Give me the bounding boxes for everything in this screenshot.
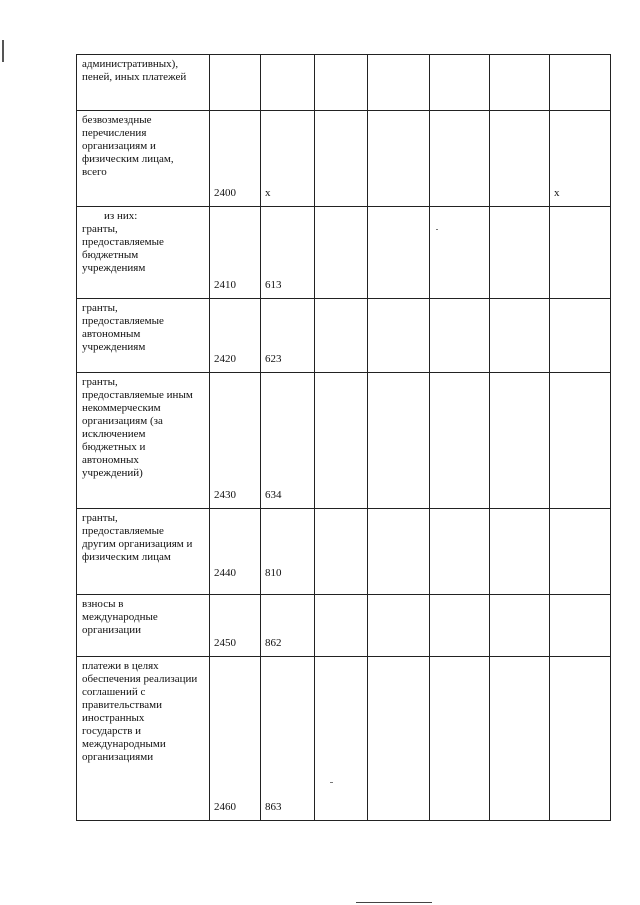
table-row	[77, 509, 611, 595]
row-kosgu: 862	[261, 595, 315, 657]
value-cell	[490, 657, 550, 821]
footer-rule	[356, 902, 432, 903]
row-label-cell	[77, 595, 210, 657]
table-row	[77, 657, 611, 821]
value-cell	[368, 207, 430, 299]
value-cell	[315, 509, 368, 595]
row-code: 2450	[210, 595, 261, 657]
value-cell	[490, 509, 550, 595]
row-kosgu	[261, 55, 315, 111]
row-kosgu: 613	[261, 207, 315, 299]
value-cell	[368, 299, 430, 373]
table-row	[77, 207, 611, 299]
table-body	[77, 55, 611, 821]
row-code: 2440	[210, 509, 261, 595]
row-label: взносы в международные организации	[82, 598, 158, 636]
row-code: 2420	[210, 299, 261, 373]
table-row	[77, 55, 611, 111]
value-cell	[430, 373, 490, 509]
value-cell	[315, 55, 368, 111]
row-label: гранты, предоставляемые бюджетным учреждениям	[82, 223, 164, 274]
row-label-cell	[77, 373, 210, 509]
row-last-value: х	[550, 111, 611, 207]
row-kosgu: 863	[261, 657, 315, 821]
row-kosgu: х	[261, 111, 315, 207]
value-cell	[490, 373, 550, 509]
value-cell	[490, 595, 550, 657]
value-cell	[430, 111, 490, 207]
row-kosgu: 810	[261, 509, 315, 595]
row-label: платежи в целях обеспечения реализации соглашений с правительствами иностранных государств и международными организациями	[82, 660, 198, 763]
row-label-cell	[77, 207, 210, 299]
row-last-value	[550, 207, 611, 299]
scan-speck	[436, 229, 438, 230]
value-cell	[430, 509, 490, 595]
page-edge-mark	[2, 40, 4, 62]
value-cell	[315, 595, 368, 657]
value-cell	[368, 509, 430, 595]
table-row	[77, 111, 611, 207]
value-cell	[315, 657, 368, 821]
row-label-cell	[77, 657, 210, 821]
row-label-cell	[77, 111, 210, 207]
row-label: гранты, предоставляемые другим организациям и физическим лицам	[82, 512, 193, 563]
value-cell	[430, 207, 490, 299]
value-cell	[315, 207, 368, 299]
row-label: гранты, предоставляемые иным некоммерческим организациям (за исключением бюджетных и автономных учреждений)	[82, 376, 193, 479]
value-cell	[315, 299, 368, 373]
row-last-value	[550, 55, 611, 111]
row-last-value	[550, 373, 611, 509]
row-code: 2430	[210, 373, 261, 509]
row-label-cell	[77, 509, 210, 595]
row-last-value	[550, 509, 611, 595]
value-cell	[368, 657, 430, 821]
row-code: 2460	[210, 657, 261, 821]
row-last-value	[550, 595, 611, 657]
scan-speck	[330, 782, 333, 783]
row-label: административных), пеней, иных платежей	[82, 58, 187, 83]
value-cell	[490, 111, 550, 207]
row-label-cell	[77, 55, 210, 111]
row-code: 2400	[210, 111, 261, 207]
table-row	[77, 299, 611, 373]
budget-table	[76, 54, 611, 821]
value-cell	[490, 55, 550, 111]
row-last-value	[550, 299, 611, 373]
value-cell	[315, 111, 368, 207]
row-label: безвозмездные перечисления организациям и физическим лицам, всего	[82, 114, 174, 178]
value-cell	[490, 299, 550, 373]
row-code	[210, 55, 261, 111]
row-label-cell	[77, 299, 210, 373]
value-cell	[430, 595, 490, 657]
value-cell	[430, 657, 490, 821]
table-row	[77, 595, 611, 657]
row-kosgu: 623	[261, 299, 315, 373]
row-kosgu: 634	[261, 373, 315, 509]
value-cell	[368, 595, 430, 657]
value-cell	[490, 207, 550, 299]
value-cell	[368, 55, 430, 111]
value-cell	[315, 373, 368, 509]
value-cell	[368, 373, 430, 509]
value-cell	[368, 111, 430, 207]
value-cell	[430, 55, 490, 111]
value-cell	[430, 299, 490, 373]
row-code: 2410	[210, 207, 261, 299]
row-last-value	[550, 657, 611, 821]
row-label-lead: из них:	[104, 210, 138, 222]
table-row	[77, 373, 611, 509]
row-label: гранты, предоставляемые автономным учреждениям	[82, 302, 164, 353]
